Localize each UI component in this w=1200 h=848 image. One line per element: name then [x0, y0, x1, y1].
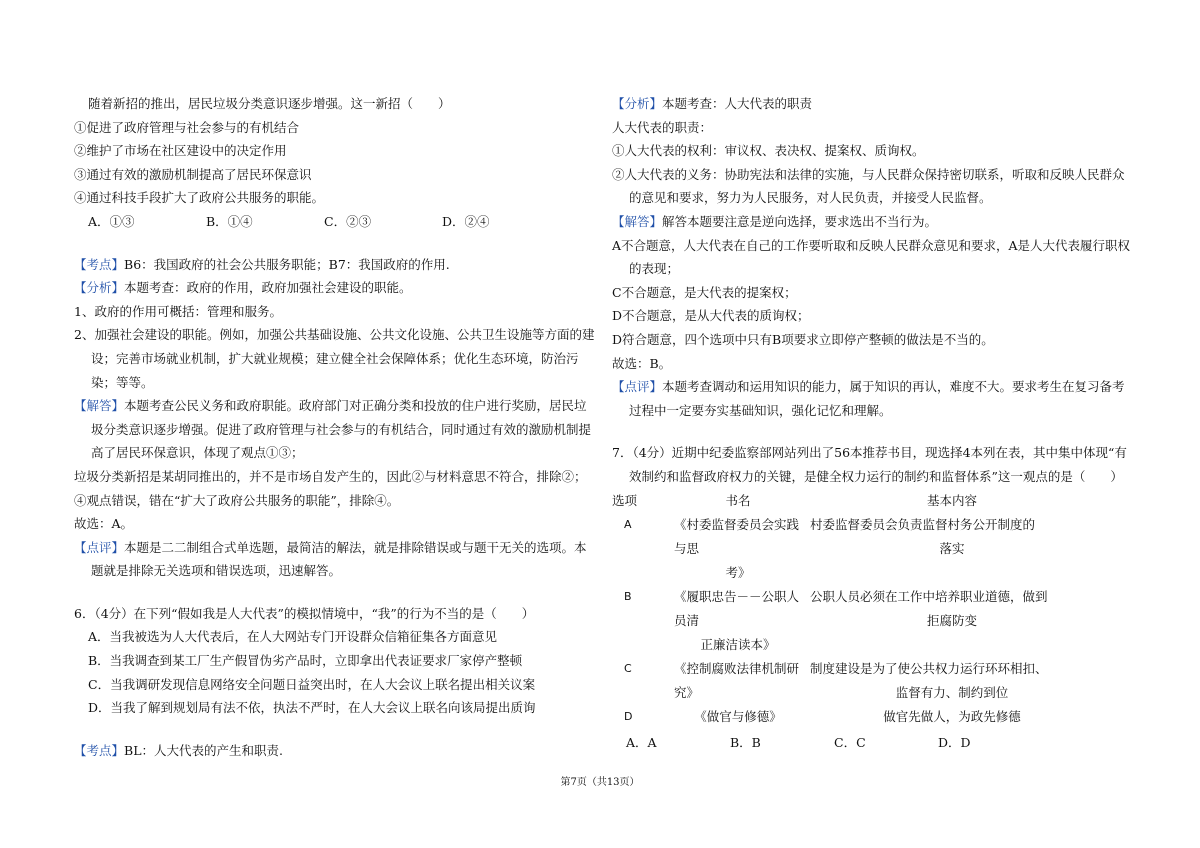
right-column [612, 92, 1134, 754]
q7-row-content-line1: 做官先做人，为政先修德 [883, 708, 1021, 724]
q7-header-content: 基本内容 [926, 492, 977, 508]
q7-row-content-line1: 村委监督委员会负责监督村务公开制度的 [810, 516, 1036, 532]
r-dianping-tag: 【点评】 [612, 379, 663, 395]
r-dianping-text: 本题考查调动和运用知识的能力，属于知识的再认，难度不大。要求考生在复习备考过程中一定要夯实基础知识，强化记忆和理解。 [629, 379, 1125, 418]
q7-header-option: 选项 [612, 492, 638, 508]
dianping-line [74, 536, 596, 583]
kaodian-line [74, 253, 596, 277]
r-fenxi-tag: 【分析】 [612, 96, 663, 111]
q5-stem: 随着新招的推出，居民垃圾分类意识逐步增强。这一新招（ ） [88, 96, 451, 111]
q7-row-content-line2: 落实 [939, 540, 965, 556]
jieda-line-1: 垃圾分类新招是某胡同推出的，并不是市场自发产生的，因此②与材料意思不符合，排除②； [74, 468, 587, 484]
q5-options [74, 210, 596, 234]
r-dianping-line [612, 375, 1134, 422]
table-row [612, 513, 1102, 585]
q7-row-content-line2: 拒腐防变 [926, 612, 977, 628]
q5-option-c[interactable]: C．②③ [324, 213, 372, 229]
q7-row-book-line2: 正廉洁读本》 [700, 636, 776, 652]
q6-option-c[interactable]: C．当我调研发现信息网络安全问题日益突出时，在人大会议上联名提出相关议案 [88, 676, 536, 692]
q6-option-b[interactable]: B．当我调查到某工厂生产假冒伪劣产品时，立即拿出代表证要求厂家停产整顿 [88, 653, 523, 669]
q7-row-letter: D [624, 709, 633, 723]
q7-row-content-line1: 公职人员必须在工作中培养职业道德，做到 [810, 588, 1048, 604]
q7-row-content-line2: 监督有力、制约到位 [895, 684, 1009, 700]
jieda-line-3: 故选：A。 [74, 516, 134, 532]
kaodian-text: B6：我国政府的社会公共服务职能；B7：我国政府的作用. [124, 256, 450, 272]
page-footer: 第7页（共13页） [560, 777, 640, 788]
q7-option-a[interactable]: A．A [626, 734, 657, 750]
dianping-tag: 【点评】 [74, 539, 125, 555]
q7-row-letter: C [624, 661, 632, 675]
table-row [612, 705, 1102, 729]
q7-row-book [674, 513, 802, 585]
table-row [612, 585, 1102, 657]
q7-row-content [802, 513, 1102, 585]
q7-row-content-line1: 制度建设是为了使公共权力运行环环相扣、 [810, 660, 1048, 676]
q7-header-book: 书名 [725, 492, 751, 508]
kaodian2-text: BL：人大代表的产生和职责. [124, 742, 283, 758]
r-fenxi-line-2: ①人大代表的权利：审议权、表决权、提案权、质询权。 [612, 143, 925, 159]
q7-row-content [802, 705, 1102, 729]
q7-stem: 7．（4分）近期中纪委监察部网站列出了56本推荐书目，现选择4本列在表，其中集中体现“有效制约和监督政府权力的关键，是健全权力运行的制约和监督体系”这一观点的是（ ） [612, 445, 1127, 484]
kaodian-tag: 【考点】 [74, 256, 125, 272]
q7-row-book-line1: 《村委监督委员会实践与思 [674, 516, 800, 556]
q7-row-content [802, 657, 1102, 705]
r-jieda-line-4: D符合题意，四个选项中只有B项要求立即停产整顿的做法是不当的。 [612, 331, 994, 347]
kaodian2-line [74, 739, 596, 763]
r-fenxi-line [612, 92, 1134, 116]
q6-option-d[interactable]: D．当我了解到规划局有法不依，执法不严时，在人大会议上联名向该局提出质询 [88, 700, 536, 716]
q7-option-b[interactable]: B．B [730, 734, 761, 750]
fenxi-text: 本题考查：政府的作用，政府加强社会建设的职能。 [124, 280, 412, 296]
jieda-tag: 【解答】 [74, 398, 125, 414]
q5-option-d[interactable]: D．②④ [442, 213, 490, 229]
q7-row-book-line1: 《履职忠告－－公职人员清 [674, 588, 800, 628]
r-fenxi-text: 本题考查：人大代表的职责 [662, 96, 813, 111]
fenxi-line [74, 276, 596, 300]
r-jieda-line-5: 故选：B。 [612, 355, 672, 371]
q7-row-letter: B [624, 589, 632, 603]
r-fenxi-line-3: ②人大代表的义务：协助宪法和法律的实施，与人民群众保持密切联系，听取和反映人民群众的意见和要求，努力为人民服务，对人民负责，并接受人民监督。 [612, 166, 1125, 206]
q5-item-2: ②维护了市场在社区建设中的决定作用 [74, 143, 287, 159]
q5-option-b[interactable]: B．①④ [206, 213, 253, 229]
r-jieda-line-2: C不合题意，是大代表的提案权； [612, 284, 797, 300]
r-jieda-line [612, 210, 1134, 234]
dianping-text: 本题是二二制组合式单选题，最简洁的解法，就是排除错误或与题干无关的选项。本题就是排除无关选项和错误选项，迅速解答。 [91, 539, 587, 579]
q7-option-d[interactable]: D．D [938, 734, 971, 750]
q7-row-letter: A [624, 517, 632, 531]
jieda-line-2: ④观点错误，错在“扩大了政府公共服务的职能”，排除④。 [74, 492, 400, 508]
q7-row-book [674, 657, 802, 705]
jieda-line [74, 394, 596, 465]
q7-row-book-line1: 《做官与修德》 [694, 708, 782, 724]
fenxi-line-2: 2、加强社会建设的职能。例如，加强公共基础设施、公共文化设施、公共卫生设施等方面的建设；完善市场就业机制，扩大就业规模；建立健全社会保障体系；优化生态环境，防治污染；等等。 [74, 327, 595, 390]
table-row [612, 657, 1102, 705]
q7-options [612, 731, 1134, 755]
q6-option-a[interactable]: A．当我被选为人大代表后，在人大网站专门开设群众信箱征集各方面意见 [88, 629, 498, 645]
r-jieda-text: 解答本题要注意是逆向选择，要求选出不当行为。 [662, 213, 938, 229]
r-jieda-line-1: A不合题意，人大代表在自己的工作要听取和反映人民群众意见和要求，A是人大代表履行职权的表现； [612, 237, 1131, 277]
q7-table-header [612, 489, 1102, 513]
q7-option-c[interactable]: C．C [834, 734, 866, 750]
kaodian2-tag: 【考点】 [74, 742, 125, 758]
q7-table [612, 489, 1102, 729]
r-fenxi-line-1: 人大代表的职责： [612, 119, 713, 135]
left-column [74, 92, 596, 762]
q5-item-3: ③通过有效的激励机制提高了居民环保意识 [74, 166, 312, 182]
q7-row-book-line1: 《控制腐败法律机制研究》 [674, 660, 800, 700]
r-jieda-line-3: D不合题意，是从大代表的质询权； [612, 308, 810, 324]
jieda-text: 本题考查公民义务和政府职能。政府部门对正确分类和投放的住户进行奖励，居民垃圾分类意识逐步增强。促进了政府管理与社会参与的有机结合，同时通过有效的激励机制提高了居民环保意识，体现了观点①③； [91, 398, 592, 461]
q7-row-book [674, 705, 802, 729]
q5-item-1: ①促进了政府管理与社会参与的有机结合 [74, 119, 300, 135]
r-jieda-tag: 【解答】 [612, 213, 663, 229]
fenxi-line-1: 1、政府的作用可概括：管理和服务。 [74, 303, 282, 319]
q6-stem: 6．（4分）在下列“假如我是人大代表”的模拟情境中，“我”的行为不当的是（ ） [74, 605, 535, 621]
fenxi-tag: 【分析】 [74, 280, 125, 296]
q7-row-book [674, 585, 802, 657]
q5-option-a[interactable]: A．①③ [88, 213, 135, 229]
q7-row-content [802, 585, 1102, 657]
q5-item-4: ④通过科技手段扩大了政府公共服务的职能。 [74, 190, 325, 206]
q7-row-book-line2: 考》 [725, 564, 751, 580]
